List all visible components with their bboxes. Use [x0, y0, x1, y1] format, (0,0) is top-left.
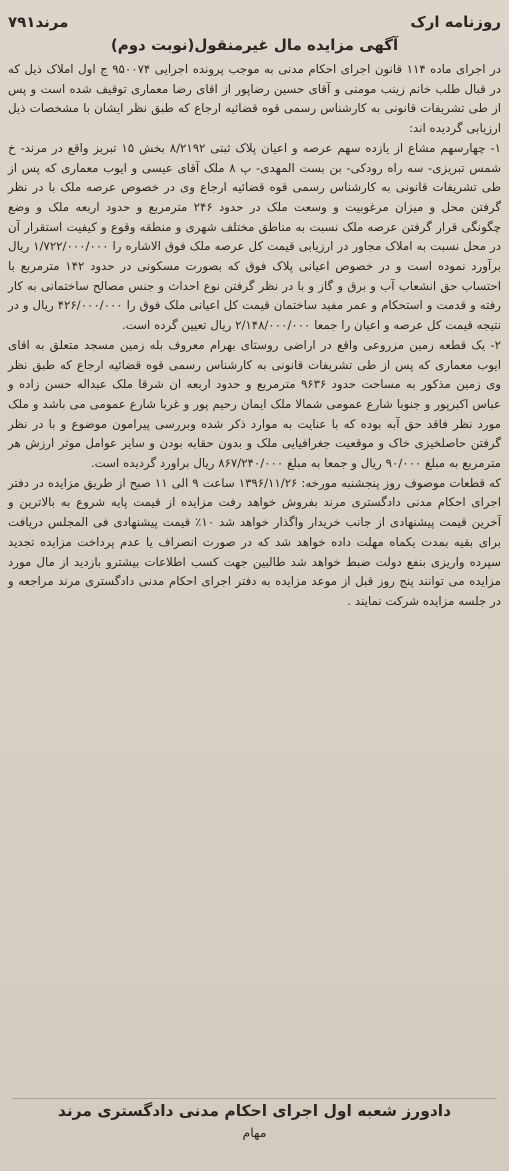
- footer-divider: [12, 1098, 497, 1099]
- property-2-paragraph: ۲- یک قطعه زمین مزروعی واقع در اراضی روستای بهرام معروف بله زمین مسجد متعلق به اقای ایوب معماری که پس از طی تشریفات قانونی به کارشناس رسمی قوه قضائیه ارجاع که طبق نظر وی زمین مذکور به مساحت حدود ۹۶۳۶ مترمربع و حدود اربعه ان شرقا ملک عبداله حسن زاده و عباس اکبرپور و جنوبا شارع عمومی شمالا ملک ایمان رحیم پور و غربا شارع عمومی می باشد و ملک مورد نظر فاقد حق آبه بوده که با عنایت به موارد ذکر شده وبررسی پیرامون موضوع و با در نظر گرفتن حاصلخیزی خاک و موقعیت جغرافیایی ملک و بدون حقابه بودن و سایر عوامل موثر ارزش هر مترمربع به مبلغ ۹۰/۰۰۰ ریال و جمعا به مبلغ ۸۶۷/۲۴۰/۰۰۰ ریال براورد گردیده است.: [8, 337, 501, 471]
- newspaper-name: روزنامه ارک: [410, 13, 501, 31]
- ad-code: مرند۷۹۱: [8, 13, 69, 31]
- issuing-court: دادورز شعبه اول اجرای احکام مدنی دادگستری مرند: [57, 1102, 452, 1120]
- notice-footer: [8, 1098, 501, 1143]
- property-1-paragraph: ۱- چهارسهم مشاع از یازده سهم عرصه و اعیان پلاک ثبتی ۸/۲۱۹۲ بخش ۱۵ تبریز واقع در مرند- خ شمس تبریزی- سه راه رودکی- بن بست المهدی- پ ۸ ملک آقای عیسی و ایوب معماری که پس از طی تشریفات قانونی به کارشناس رسمی قوه قضائیه ارجاع وی در خصوص عرصه ملک با در نظر گرفتن محل و میزان مرغوبیت و وسعت ملک در حدود ۲۴۶ مترمربع و حدود اربعه ملک و وضع چگونگی قرار گرفتن عرصه ملک نسبت به مناطق مختلف شهری و منطقه وقوع و کیفیت استقرار آن در محل نسبت به املاک مجاور در ارزیابی قیمت کل عرصه ملک فوق الاشاره را ۱/۷۲۲/۰۰۰/۰۰۰ ریال برآورد نموده است و در خصوص اعیانی پلاک فوق که بصورت مسکونی در حدود ۱۴۲ مترمربع با احتساب حق انشعاب آب و برق و گاز و با در نظر گرفتن نوع احداث و جنس مصالح ساختمانی به کار رفته و قدمت و استحکام و عمر مفید ساختمان قیمت کل اعیانی ملک فوق را ۴۲۶/۰۰۰/۰۰۰ ریال و در نتیجه قیمت کل عرصه و اعیان را جمعا ۲/۱۴۸/۰۰۰/۰۰۰ ریال تعیین گرده است.: [8, 140, 502, 333]
- masthead: [8, 10, 501, 34]
- notice-title: آگهی مزایده مال غیرمنقول(نوبت دوم): [110, 36, 399, 54]
- intro-paragraph: در اجرای ماده ۱۱۴ قانون اجرای احکام مدنی به موجب پرونده اجرایی ۹۵۰۰۷۴ ج اول املاک ذیل که در قبال طلب خانم زینب مومنی و آقای حسین رضاپور از اقای رضا معماری توقیف شده است و پس از طی تشریفات قانونی به کارشناس رسمی قوه قضائیه ارجاع که طبق نظر ایشان با مشخصات ذیل ارزیابی گردیده اند:: [8, 62, 502, 136]
- auction-terms-paragraph: که قطعات موصوف روز پنجشنبه مورخه: ۱۳۹۶/۱۱/۲۶ ساعت ۹ الی ۱۱ صبح از طریق مزایده در دفتر اجرای احکام مدنی دادگستری مرند بفروش خواهد رفت مزایده از قیمت پایه شروع به بالاترین و آخرین قیمت پیشنهادی از جانب خریدار واگذار خواهد شد ۱۰٪ قیمت پیشنهادی فی المجلس دریافت برای بقیه بمدت یکماه مهلت داده خواهد شد که در صورت انصراف یا عدم پرداخت مزایده تجدید سپرده واریزی بنفع دولت ضبط خواهد شد طالبین جهت کسب اطلاعات بیشترو بازدید از مال مورد مزایده می توانند پنج روز قبل از موعد مزایده به دفتر اجرای احکام مدنی دادگستری مرند مراجعه و در جلسه مزایده شرکت نمایند .: [8, 475, 502, 608]
- signature: مهام: [242, 1125, 267, 1140]
- notice-body: [8, 60, 501, 612]
